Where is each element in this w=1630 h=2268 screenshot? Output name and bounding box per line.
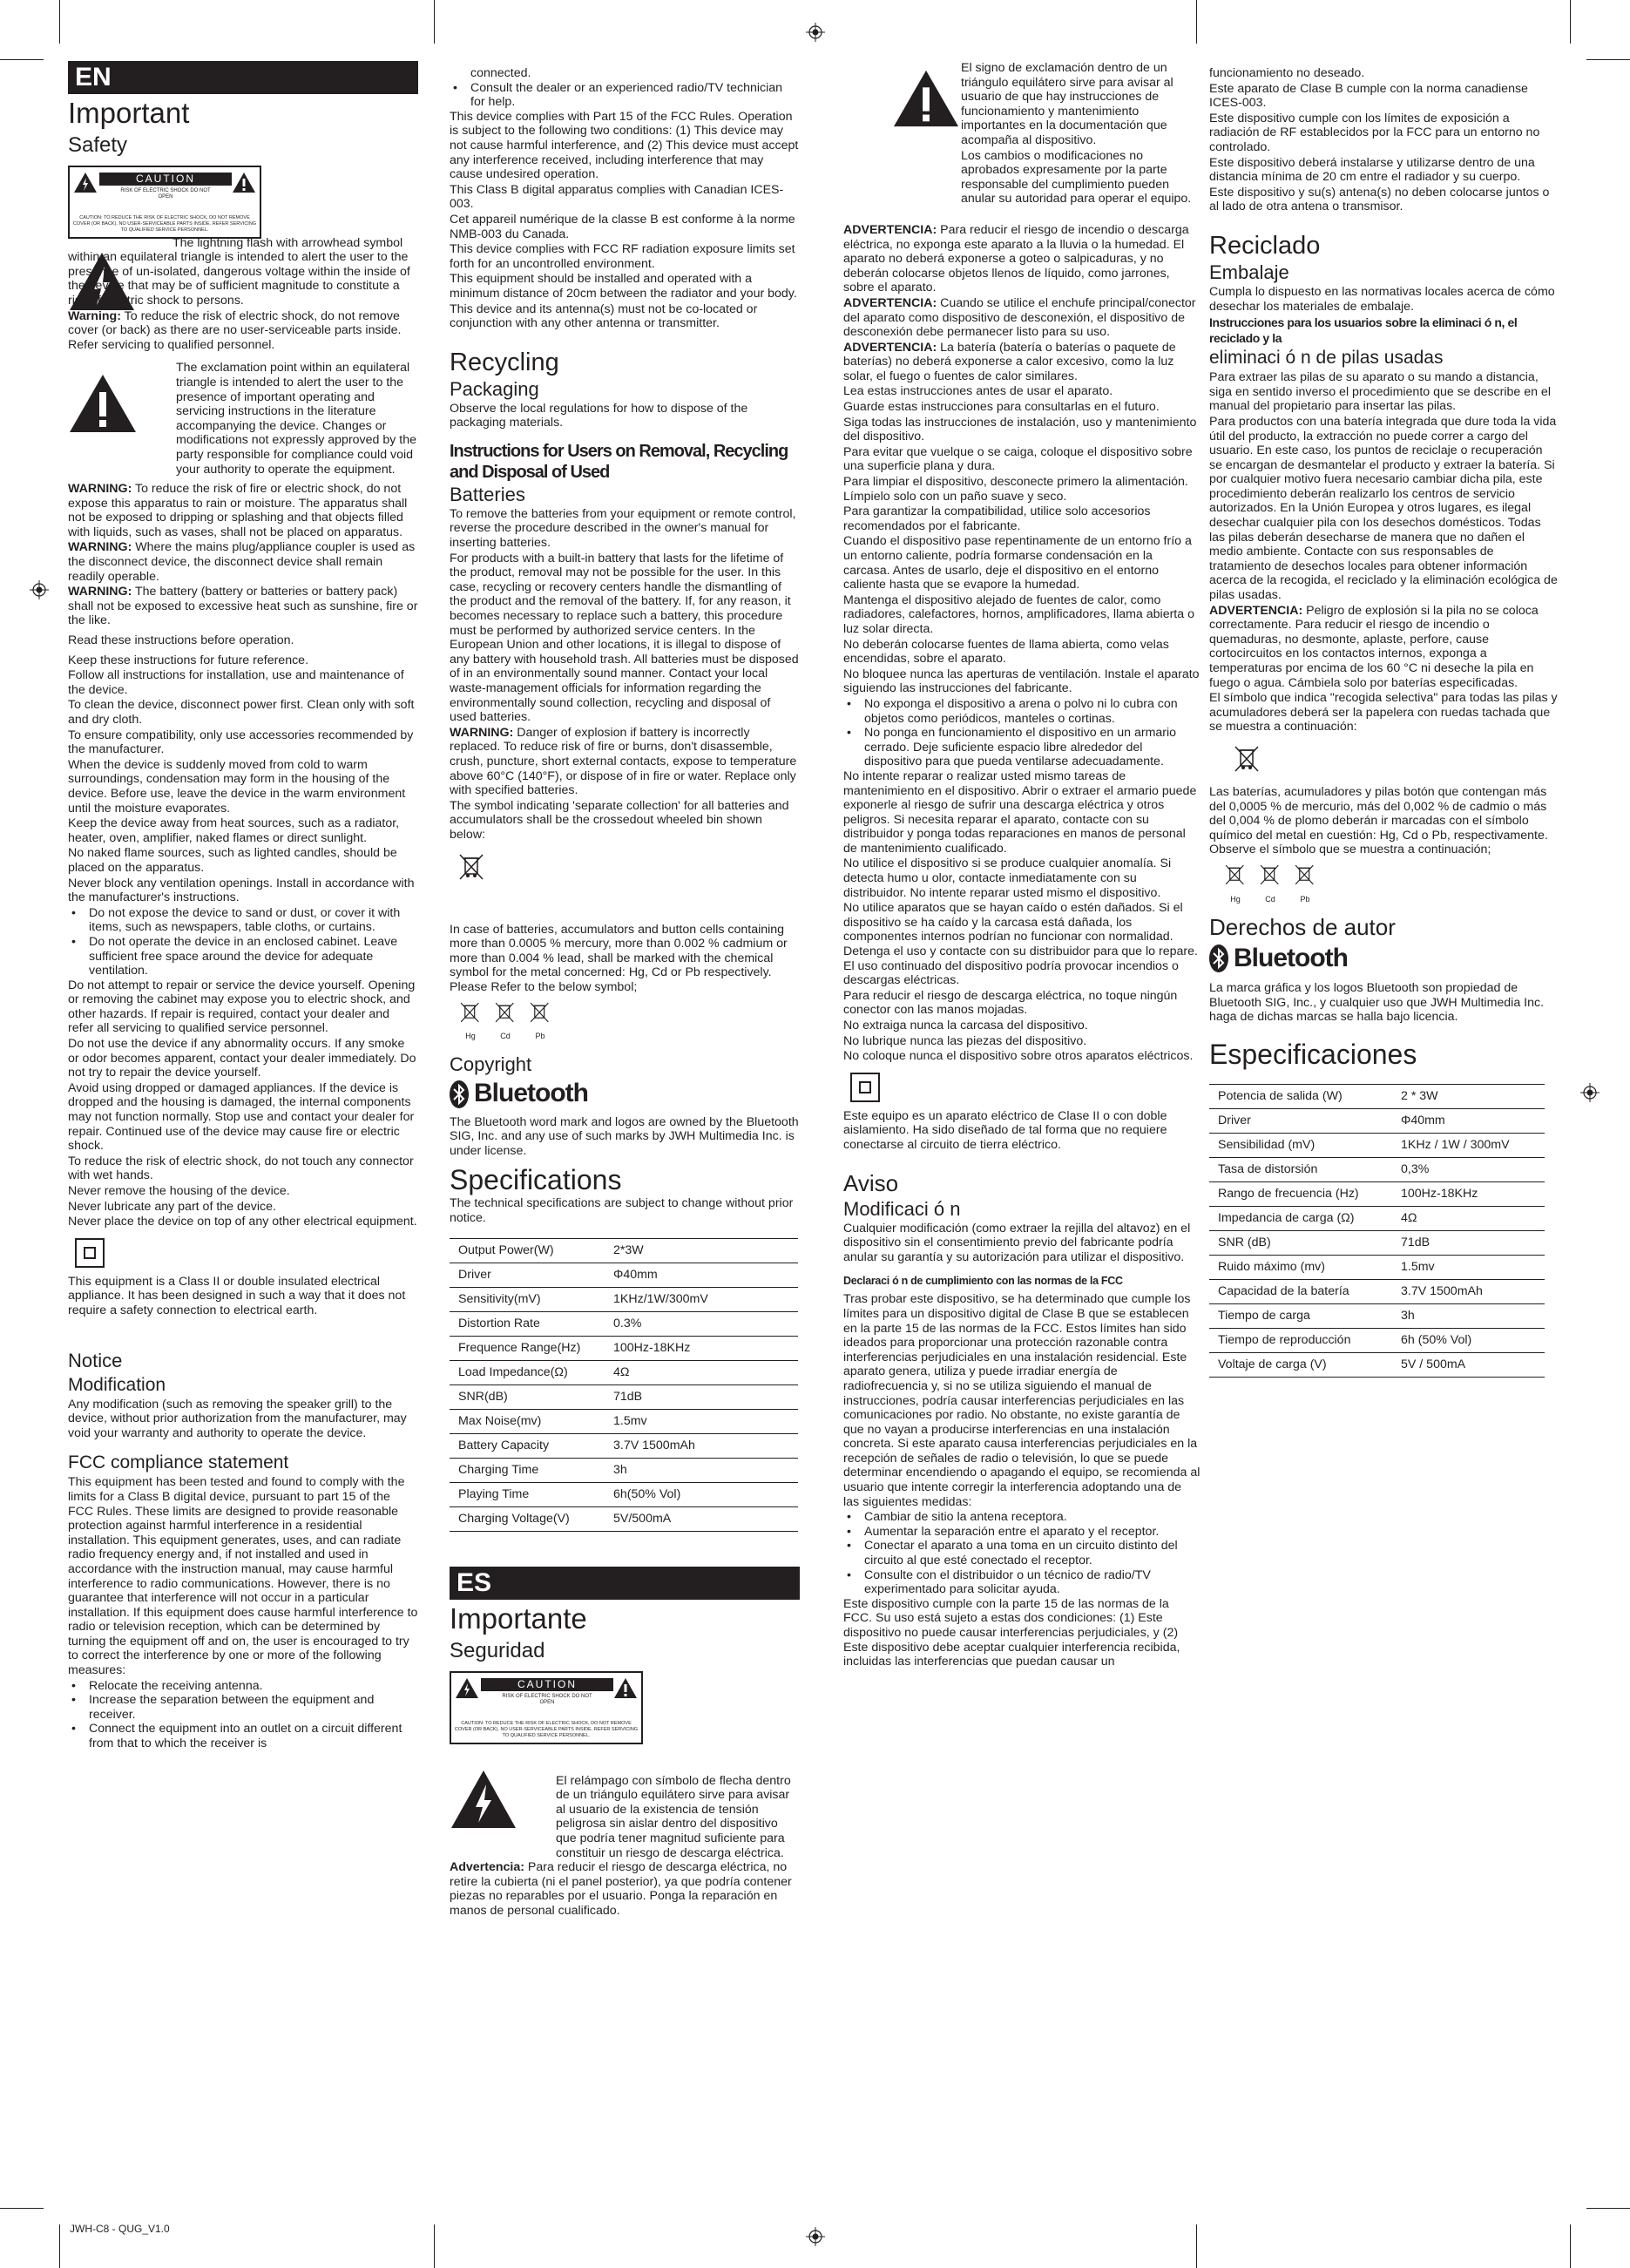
exclamation-block-es bbox=[961, 61, 1201, 207]
table-row bbox=[1209, 1157, 1545, 1181]
table-row bbox=[450, 1360, 798, 1384]
warning-label: WARNING: bbox=[68, 585, 132, 599]
bluetooth-icon bbox=[1209, 944, 1228, 972]
warning-label: WARNING: bbox=[68, 540, 132, 555]
heading-reciclado: Reciclado bbox=[1209, 231, 1321, 260]
exclamation-text: The exclamation point within an equilateral triangle is intended to alert the user to the presence of important operating and servicing instructions in the literature accompanying the device. Changes or modifications not expressly approved by the party responsible for compliance could void your authority to operate the equipment. bbox=[176, 361, 417, 477]
spec-label: Tasa de distorsión bbox=[1209, 1157, 1392, 1181]
fcc-bullet-list-cont bbox=[450, 66, 800, 110]
spec-value: 5V/500mA bbox=[605, 1506, 798, 1531]
spec-value: 3h bbox=[605, 1458, 798, 1482]
spec-label: Frequence Range(Hz) bbox=[450, 1336, 605, 1360]
rf-text: This device complies with FCC RF radiation exposure limits set forth for an uncontrolled environment. bbox=[450, 242, 795, 271]
table-row bbox=[450, 1482, 798, 1506]
caution-note: CAUTION: TO REDUCE THE RISK OF ELECTRIC SHOCK, DO NOT REMOVE COVER (OR BACK). NO USER-SERVICEABLE PARTS INSIDE. REFER SERVICING TO QUALIFIED SERVICE PERSONNEL. bbox=[72, 215, 257, 233]
crossed-bin-pb-icon bbox=[1291, 863, 1319, 887]
rf-text-es: Este dispositivo deberá instalarse y utilizarse dentro de una distancia mínima de 20 cm entre el radiador y su cuerpo. bbox=[1209, 155, 1535, 185]
paragraph: Read these instructions before operation. bbox=[68, 633, 294, 648]
paragraph: Siga todas las instrucciones de instalación, uso y mantenimiento del dispositivo. bbox=[843, 415, 1197, 444]
spec-label: Rango de frecuencia (Hz) bbox=[1209, 1181, 1392, 1206]
spec-label: Tiempo de reproducción bbox=[1209, 1328, 1392, 1352]
warning-label: WARNING: bbox=[450, 725, 514, 740]
paragraph: Never place the device on top of any other electrical equipment. bbox=[68, 1215, 417, 1229]
paragraph: No bloquee nunca las aperturas de ventilación. Instale el aparato siguiendo las instrucciones del fabricante. bbox=[843, 667, 1200, 696]
fcc-text: This equipment has been tested and found to comply with the limits for a Class B digital device, pursuant to part 15 of the FCC Rules. These limits are designed to provide reasonable protection against harmful interference in a residential installation. This equipment generates, uses, and can radiate radio frequency energy and, if not installed and used in accordance with the instruction manual, may cause harmful interference to radio communications. However, there is no guarantee that interference will not occur in a particular installation. If this equipment does cause harmful interference to radio or television reception, which can be determined by turning the equipment off and on, the user is encouraged to try to correct the interference by one or more of the following measures: bbox=[68, 1475, 418, 1678]
exclamation-text-es: El signo de exclamación dentro de un triángulo equilátero sirve para avisar al usuario de que hay instrucciones de funcionamiento y mantenimiento importantes en la documentación que acompaña al dispositivo. bbox=[961, 61, 1173, 147]
heading-derechos: Derechos de autor bbox=[1209, 914, 1396, 941]
spec-value: Φ40mm bbox=[605, 1263, 798, 1287]
bluetooth-logo bbox=[450, 1080, 800, 1108]
rf-text-es: Este dispositivo y su(s) antena(s) no deben colocarse juntos o al lado de otra antena o transmisor. bbox=[1209, 185, 1550, 214]
symbol-label: Cd bbox=[1265, 894, 1275, 904]
paragraph: No utilice el dispositivo si se produce cualquier anomalía. Si detecta humo u olor, contacte inmediatamente con su distribuidor. No intente reparar usted mismo el dispositivo. bbox=[843, 856, 1172, 900]
warning-text: La batería (batería o baterías o paquete de baterías) no deberá exponerse a calor excesivo, como la luz solar, el fuego o fuentes de calor similares. bbox=[843, 340, 1176, 383]
spec-value: 6h(50% Vol) bbox=[605, 1482, 798, 1506]
caution-label bbox=[68, 166, 261, 239]
spec-label: Sensitivity(mV) bbox=[450, 1287, 605, 1311]
spec-value: 1KHz/1W/300mV bbox=[605, 1287, 798, 1311]
exclamation-warning-icon bbox=[613, 1677, 638, 1699]
battery-symbol-text-es: El símbolo que indica "recogida selectiva" para todas las pilas y acumuladores deberá ser la papelera con ruedas tachada que se muestra a continuación: bbox=[1209, 691, 1558, 735]
column-es-1 bbox=[843, 61, 1201, 1670]
table-row bbox=[450, 1263, 798, 1287]
column-en-1 bbox=[68, 61, 418, 1751]
packaging-text: Observe the local regulations for how to dispose of the packaging materials. bbox=[450, 401, 748, 430]
caution-sub: RISK OF ELECTRIC SHOCK DO NOT OPEN bbox=[120, 188, 211, 200]
spec-value: 4Ω bbox=[1392, 1206, 1545, 1230]
paragraph: No lubrique nunca las piezas del dispositivo. bbox=[843, 1033, 1087, 1048]
paragraph: Never block any ventilation openings. Install in accordance with the manufacturer's instructions. bbox=[68, 876, 415, 905]
crop-mark bbox=[1196, 2224, 1197, 2268]
paragraph: No extraiga nunca la carcasa del dispositivo. bbox=[843, 1019, 1088, 1032]
bluetooth-icon bbox=[450, 1080, 469, 1108]
spec-value: 1.5mv bbox=[605, 1409, 798, 1433]
warning-label: ADVERTENCIA: bbox=[843, 222, 937, 237]
rf-text: This equipment should be installed and operated with a minimum distance of 20cm between the radiator and your body. bbox=[450, 272, 797, 301]
lightning-triangle-icon bbox=[450, 1769, 517, 1830]
paragraph: No utilice aparatos que se hayan caído o estén dañados. Si el dispositivo se ha caído y la carcasa está dañada, los componentes internos podrían no funcionar con normalidad. Detenga el uso y contacte con su distribuidor para que lo repare. El uso continuado del dispositivo podría provocar incendios o descargas eléctricas. bbox=[843, 901, 1198, 988]
spec-value: 5V / 500mA bbox=[1392, 1352, 1545, 1377]
table-row bbox=[1209, 1352, 1545, 1377]
spec-value: 2*3W bbox=[605, 1238, 798, 1263]
lightning-warning-icon bbox=[455, 1677, 479, 1699]
heading-modificacion: Modificaci ó n bbox=[843, 1197, 961, 1220]
rf-text: This device and its antenna(s) must not be co-located or conjunction with any other antenna or transmitter. bbox=[450, 301, 758, 331]
spec-value: 100Hz-18KHz bbox=[1392, 1181, 1545, 1206]
spec-label: SNR (dB) bbox=[1209, 1230, 1392, 1255]
paragraph: Keep these instructions for future reference. bbox=[68, 653, 309, 667]
warning-text: The battery (battery or batteries or battery pack) shall not be exposed to excessive heat such as sunshine, fire or the like. bbox=[68, 585, 418, 628]
lightning-warning-icon bbox=[73, 172, 98, 193]
fcc-text-es-2-cont: funcionamiento no deseado. bbox=[1209, 66, 1365, 80]
bluetooth-wordmark: Bluetooth bbox=[474, 1079, 588, 1108]
spec-label: Playing Time bbox=[450, 1482, 605, 1506]
battery-chem-text-es: Las baterías, acumuladores y pilas botón que contengan más del 0,0005 % de mercurio, más del 0,002 % de cadmio o más del 0,004 % de plomo deberán ir marcadas con el símbolo químico del metal en cuestión: Hg, Cd o Pb, respectivamente. Observe el símbolo que se muestra a continuación; bbox=[1209, 784, 1548, 857]
battery-text-es: Para extraer las pilas de su aparato o su mando a distancia, siga en sentido inverso el procedimiento que se describe en el manual del propietario para insertar las pilas. bbox=[1209, 370, 1551, 414]
symbol-label: Pb bbox=[535, 1032, 545, 1041]
registration-mark-icon bbox=[1580, 1083, 1600, 1102]
symbol-label: Cd bbox=[500, 1032, 511, 1041]
crop-mark bbox=[434, 0, 435, 44]
table-row bbox=[450, 1384, 798, 1409]
crop-mark bbox=[0, 59, 44, 60]
spec-value: 0,3% bbox=[1392, 1157, 1545, 1181]
spec-value: 71dB bbox=[1392, 1230, 1545, 1255]
spec-label: Ruido máximo (mv) bbox=[1209, 1255, 1392, 1279]
table-row bbox=[450, 1506, 798, 1531]
table-row bbox=[450, 1409, 798, 1433]
spec-value: 3h bbox=[1392, 1303, 1545, 1328]
lang-band-es: ES bbox=[450, 1567, 800, 1600]
modification-text-es: Cualquier modificación (como extraer la rejilla del altavoz) en el dispositivo sin el consentimiento previo del fabricante podría anular su garantía y su autorización para utilizar el dispositivo. bbox=[843, 1221, 1191, 1264]
battery-text: For products with a built-in battery that lasts for the lifetime of the product, removal may not be possible for the user. In this case, recycling or recovery centers handle the dismantling of the product and the removal of the battery. If, for any reason, it becomes necessary to replace such a battery, this procedure must be performed by authorized service centers. In the European Union and other locations, it is illegal to dispose of any battery with household trash. All batteries must be disposed of in an environmentally sound manner. Contact your local waste-management officials for information regarding the environmentally sound collection, recycling and disposal of used batteries. bbox=[450, 551, 799, 725]
bluetooth-text-es: La marca gráfica y los logos Bluetooth son propiedad de Bluetooth SIG, Inc., y cualquier uso que JWH Multimedia Inc. haga de dichas marcas se halla bajo licencia. bbox=[1209, 981, 1545, 1025]
paragraph: Lea estas instrucciones antes de usar el aparato. bbox=[843, 384, 1113, 399]
paragraph: Para limpiar el dispositivo, desconecte primero la alimentación. Límpielo solo con un paño suave y seco. bbox=[843, 475, 1188, 504]
registration-mark-icon bbox=[30, 580, 49, 599]
spec-label: Impedancia de carga (Ω) bbox=[1209, 1206, 1392, 1230]
heading-embalaje: Embalaje bbox=[1209, 261, 1289, 283]
symbol-label: Hg bbox=[1230, 894, 1241, 904]
paragraph: To ensure compatibility, only use accessories recommended by the manufacturer. bbox=[68, 728, 414, 757]
crop-mark bbox=[0, 2208, 44, 2209]
crossed-bin-hg-icon bbox=[1221, 863, 1249, 887]
table-row bbox=[1209, 1181, 1545, 1206]
battery-text: To remove the batteries from your equipment or remote control, reverse the procedure described in the owner's manual for inserting batteries. bbox=[450, 506, 796, 551]
paragraph: Never lubricate any part of the device. bbox=[68, 1199, 276, 1214]
exclamation-warning-icon bbox=[232, 172, 256, 193]
chemical-symbols bbox=[457, 1000, 800, 1044]
warning-text: Para reducir el riesgo de descarga eléctrica, no retire la cubierta (ni el panel posterior), ya que podría contener piezas no reparables por el usuario. Ponga la reparación en manos de personal cualificado. bbox=[450, 1860, 792, 1918]
warning-label: ADVERTENCIA: bbox=[843, 340, 937, 355]
lightning-notice-es bbox=[450, 1753, 800, 1861]
heading-seguridad: Seguridad bbox=[450, 1638, 545, 1662]
warning-label: ADVERTENCIA: bbox=[1209, 603, 1303, 618]
crop-mark bbox=[1570, 0, 1571, 44]
exclamation-notice-es bbox=[843, 61, 1201, 207]
list-item: • Consult the dealer or an experienced radio/TV technician for help. bbox=[450, 81, 800, 110]
crossed-bin-cd-icon bbox=[491, 1000, 519, 1025]
heading-importante: Importante bbox=[450, 1601, 587, 1635]
heading-recycling: Recycling bbox=[450, 348, 559, 376]
crossed-bin-cd-icon bbox=[1256, 863, 1284, 887]
spec-label: Sensibilidad (mV) bbox=[1209, 1133, 1392, 1157]
warning-text: Danger of explosion if battery is incorrectly replaced. To reduce risk of fire or burns, don't disassemble, crush, puncture, short external contacts, expose to temperature above 60°C (140°F), or dispose of in fire or water. Replace only with specified batteries. bbox=[450, 725, 797, 798]
battery-text-es: Para productos con una batería integrada que dure toda la vida útil del producto, la extracción no puede correr a cargo del usuario. En este caso, los puntos de reciclaje o recuperación se encargan de desmantelar el producto y extraer la batería. Si por cualquier motivo fuera necesario cambiar dicha pila, este procedimiento deberán realizarlo los centros de servicio autorizados. En la Unión Europea y otros lugares, es ilegal desechar cualquier pila con los desechos domésticos. Todas las pilas deberán desecharse de manera que no dañen el medio ambiente. Contacte con sus responsables de tratamiento de desechos locales para obtener información acerca de la recogida, el reciclado y la eliminación ecológica de pilas usadas. bbox=[1209, 414, 1558, 603]
spec-label: Driver bbox=[1209, 1108, 1392, 1133]
fcc-text-2: This device complies with Part 15 of the FCC Rules. Operation is subject to the following two conditions: (1) This device may not cause harmful interference, and (2) This device must accept any interference received, including interference that may cause undesired operation. bbox=[450, 109, 799, 182]
heading-specifications: Specifications bbox=[450, 1164, 622, 1196]
spec-value: 4Ω bbox=[605, 1360, 798, 1384]
heading-eliminacion: eliminaci ó n de pilas usadas bbox=[1209, 348, 1444, 369]
crop-mark bbox=[1586, 59, 1630, 60]
table-row bbox=[450, 1458, 798, 1482]
modification-text: Any modification (such as removing the speaker grill) to the device, without prior authorization from the manufacturer, may void your warranty and authority to operate the device. bbox=[68, 1397, 407, 1440]
table-row bbox=[1209, 1303, 1545, 1328]
table-row bbox=[1209, 1255, 1545, 1279]
crop-mark bbox=[1586, 2208, 1630, 2209]
paragraph: Avoid using dropped or damaged appliances. If the device is dropped and the housing is damaged, the internal components may not function normally. Stop use and contact your dealer for repair. Continued use of the device may cause fire or electric shock. bbox=[68, 1080, 415, 1154]
table-row bbox=[450, 1336, 798, 1360]
heading-important: Important bbox=[68, 97, 190, 129]
table-row bbox=[1209, 1279, 1545, 1303]
list-item: • Relocate the receiving antenna. bbox=[68, 1679, 418, 1694]
ices-text-fr: Cet appareil numérique de la classe B est conforme à la norme NMB-003 du Canada. bbox=[450, 212, 795, 241]
bluetooth-logo bbox=[1209, 944, 1558, 972]
crop-mark bbox=[1196, 0, 1197, 44]
spec-label: Potencia de salida (W) bbox=[1209, 1084, 1392, 1108]
ices-text: This Class B digital apparatus complies with Canadian ICES-003. bbox=[450, 182, 784, 212]
class-ii-text-es: Este equipo es un aparato eléctrico de Clase II o con doble aislamiento. Ha sido diseñado de tal forma que no requiere conectarse al circuito de tierra eléctrico. bbox=[843, 1108, 1167, 1152]
specs-table-es bbox=[1209, 1084, 1545, 1378]
crossed-bin-icon bbox=[455, 851, 490, 883]
heading-fcc: FCC compliance statement bbox=[68, 1452, 289, 1473]
crop-mark bbox=[1570, 2224, 1571, 2268]
spec-label: Capacidad de la batería bbox=[1209, 1279, 1392, 1303]
caution-title: CAUTION bbox=[99, 173, 232, 186]
table-row bbox=[1209, 1108, 1545, 1133]
paragraph: To clean the device, disconnect power first. Clean only with soft and dry cloth. bbox=[68, 698, 415, 727]
fcc-text-es-2: Este dispositivo cumple con la parte 15 de las normas de la FCC. Su uso está sujeto a estas dos condiciones: (1) Este dispositivo no puede causar interferencias perjudiciales, y (2) Este dispositivo debe aceptar cualquier interferencia recibida, incluidas las interferencias que puedan causar un bbox=[843, 1596, 1180, 1669]
list-item: • Connect the equipment into an outlet on a circuit different from that to which the receiver is bbox=[68, 1722, 418, 1750]
fcc-bullet-list-es bbox=[843, 1510, 1201, 1597]
paragraph: To reduce the risk of electric shock, do not touch any connector with wet hands. bbox=[68, 1154, 414, 1183]
paragraph: No intente reparar o realizar usted mismo tareas de mantenimiento en el dispositivo. Abrir o extraer el armario puede exponerle al riesgo de sufrir una descarga eléctrica y otros peligros. Si necesita reparar el aparato, contacte con su distribuidor y ponga todas reparaciones en manos de personal de mantenimiento cualificado. bbox=[843, 768, 1197, 856]
spec-value: 6h (50% Vol) bbox=[1392, 1328, 1545, 1352]
chemical-symbols bbox=[1221, 863, 1558, 906]
warning-text: Cuando se utilice el enchufe principal/conector del aparato como dispositivo de desconexión, el dispositivo de desconexión debe permanecer listo para su uso. bbox=[843, 295, 1196, 340]
paragraph: No deberán colocarse fuentes de llama abierta, como velas encendidas, sobre el aparato. bbox=[843, 637, 1169, 667]
list-item: • Aumentar la separación entre el aparato y el receptor. bbox=[843, 1525, 1201, 1540]
spec-value: 3.7V 1500mAh bbox=[605, 1433, 798, 1458]
list-item: • Cambiar de sitio la antena receptora. bbox=[843, 1510, 1201, 1525]
exclamation-triangle-icon bbox=[892, 68, 960, 129]
paragraph: Guarde estas instrucciones para consultarlas en el futuro. bbox=[843, 400, 1160, 415]
list-item: connected. bbox=[470, 66, 531, 80]
spec-value: 2 * 3W bbox=[1392, 1084, 1545, 1108]
heading-packaging: Packaging bbox=[450, 377, 539, 400]
warning-label: Warning: bbox=[68, 308, 121, 323]
fcc-bullet-list bbox=[68, 1679, 418, 1751]
battery-chem-text: In case of batteries, accumulators and button cells containing more than 0.0005 % mercury, more than 0.002 % cadmium or more than 0.004 % lead, shall be marked with the chemical symbol for the metal concerned: Hg, Cd or Pb respectively. Please Refer to the below symbol; bbox=[450, 922, 788, 994]
list-item: • Do not expose the device to sand or dust, or cover it with items, such as newspapers, table cloths, or curtains. bbox=[68, 906, 418, 935]
crossed-bin-icon bbox=[1230, 743, 1265, 775]
spec-value: 0.3% bbox=[605, 1311, 798, 1336]
embalaje-text: Cumpla lo dispuesto en las normativas locales acerca de cómo desechar los materiales de embalaje. bbox=[1209, 284, 1555, 314]
spec-label: Tiempo de carga bbox=[1209, 1303, 1392, 1328]
list-item: • Do not operate the device in an enclosed cabinet. Leave sufficient free space around the device for adequate ventilation. bbox=[68, 935, 418, 978]
fcc-text-es: Tras probar este dispositivo, se ha determinado que cumple los límites para un dispositivo digital de Clase B que se establecen en la parte 15 de las normas de la FCC. Estos límites han sido ideados para proporcionar una protección razonable contra interferencias perjudiciales en una instalación residencial. Este aparato genera, utiliza y puede irradiar energía de radiofrecuencia y, si no se utiliza siguiendo el manual de instrucciones, podría causar interferencias perjudiciales en las comunicaciones por radio. No obstante, no existe garantía de que no vayan a producirse interferencias en una instalación concreta. Si este aparato causa interferencias perjudiciales en la recepción de señales de radio o televisión, lo que se puede determinar encendiendo o apagando el equipo, se recomienda al usuario que intente corregir la interferencia adoptando una de las siguientes medidas: bbox=[843, 1292, 1201, 1509]
caution-label-es bbox=[450, 1671, 643, 1744]
heading-safety: Safety bbox=[68, 133, 128, 157]
table-row bbox=[1209, 1133, 1545, 1157]
rf-text-es: Este dispositivo cumple con los límites de exposición a radiación de RF establecidos por la FCC para un entorno no controlado. bbox=[1209, 111, 1540, 154]
table-row bbox=[1209, 1206, 1545, 1230]
column-en-2 bbox=[450, 66, 800, 1919]
list-item: • Consulte con el distribuidor o un técnico de radio/TV experimentado para solicitar ayuda. bbox=[843, 1568, 1201, 1597]
paragraph: Do not use the device if any abnormality occurs. If any smoke or odor becomes apparent, contact your dealer immediately. Do not try to repair the device yourself. bbox=[68, 1037, 416, 1080]
warning-label: WARNING: bbox=[68, 482, 132, 497]
warning-text: Where the mains plug/appliance coupler is used as the disconnect device, the disconnect device shall remain readily operable. bbox=[68, 540, 416, 584]
table-row bbox=[450, 1433, 798, 1458]
registration-mark-icon bbox=[806, 2227, 825, 2246]
caution-sub: RISK OF ELECTRIC SHOCK DO NOT OPEN bbox=[502, 1693, 592, 1705]
spec-value: 1KHz / 1W / 300mV bbox=[1392, 1133, 1545, 1157]
battery-symbol-text: The symbol indicating 'separate collection' for all batteries and accumulators shall be the crossedout wheeled bin shown below: bbox=[450, 798, 789, 842]
heading-notice: Notice bbox=[68, 1349, 123, 1371]
exclamation-notice bbox=[68, 361, 418, 477]
crop-mark bbox=[59, 2224, 60, 2268]
warning-text: Para reducir el riesgo de incendio o descarga eléctrica, no exponga este aparato a la lluvia o la humedad. El aparato no deberá exponerse a goteo o salpicaduras, y no deberán colocarse objetos llenos de líquido, como jarrones, sobre el aparato. bbox=[843, 222, 1189, 295]
bluetooth-wordmark: Bluetooth bbox=[1234, 943, 1348, 972]
crossed-bin-pb-icon bbox=[526, 1000, 554, 1025]
spec-label: Distortion Rate bbox=[450, 1311, 605, 1336]
warning-text: To reduce the risk of electric shock, do not remove cover (or back) as there are no user-serviceable parts inside. Refer servicing to qualified personnel. bbox=[68, 308, 402, 352]
bullet-list bbox=[843, 697, 1201, 769]
class-ii-icon bbox=[850, 1073, 880, 1102]
heading-modification: Modification bbox=[68, 1374, 166, 1395]
exclamation-triangle-icon bbox=[68, 373, 138, 434]
spec-label: Charging Voltage(V) bbox=[450, 1506, 605, 1531]
paragraph: Para evitar que vuelque o se caiga, coloque el dispositivo sobre una superficie plana y dura. bbox=[843, 444, 1193, 474]
list-item: • Conectar el aparato a una toma en un circuito distinto del circuito al que esté conectado el receptor. bbox=[843, 1539, 1201, 1567]
heading-copyright: Copyright bbox=[450, 1053, 532, 1075]
registration-mark-icon bbox=[806, 23, 825, 42]
table-row bbox=[1209, 1230, 1545, 1255]
spec-label: Driver bbox=[450, 1263, 605, 1287]
heading-instructions: Instructions for Users on Removal, Recycling and Disposal of Used bbox=[450, 441, 788, 482]
spec-label: Max Noise(mv) bbox=[450, 1409, 605, 1433]
lightning-text-es: El relámpago con símbolo de flecha dentro de un triángulo equilátero sirve para avisar al usuario de la existencia de tensión peligrosa sin aislar dentro del dispositivo que podría tener magnitud suficiente para constituir un riesgo de descarga eléctrica. bbox=[556, 1773, 791, 1860]
caution-note: CAUTION: TO REDUCE THE RISK OF ELECTRIC SHOCK, DO NOT REMOVE COVER (OR BACK). NO USER-SERVICEABLE PARTS INSIDE. REFER SERVICING TO QUALIFIED SERVICE PERSONNEL. bbox=[454, 1720, 639, 1738]
table-row bbox=[450, 1287, 798, 1311]
paragraph: Cuando el dispositivo pase repentinamente de un entorno frío a un entorno caliente, podría formarse condensación en la carcasa. Antes de usarlo, deje el dispositivo en el entorno caliente hasta que se evapore la humedad. bbox=[843, 534, 1192, 592]
heading-especificaciones: Especificaciones bbox=[1209, 1038, 1417, 1070]
warning-text: Peligro de explosión si la pila no se coloca correctamente. Para reducir el riesgo de incendio o quemaduras, no desmonte, aplaste, perfore, cause cortocircuitos en los contactos internos, exponga a temperaturas por encima de los 60 °C ni deseche la pila en fuego o agua. Cámbiela solo por baterías especificadas. bbox=[1209, 603, 1539, 690]
crop-mark bbox=[59, 0, 60, 44]
lang-band-en: EN bbox=[68, 61, 418, 94]
table-row bbox=[1209, 1084, 1545, 1108]
crossed-bin-hg-icon bbox=[457, 1000, 484, 1025]
bullet-list bbox=[68, 906, 418, 978]
paragraph: Follow all instructions for installation, use and maintenance of the device. bbox=[68, 668, 404, 697]
paragraph: No naked flame sources, such as lighted candles, should be placed on the apparatus. bbox=[68, 846, 397, 875]
symbol-label: Pb bbox=[1300, 894, 1310, 904]
spec-label: SNR(dB) bbox=[450, 1384, 605, 1409]
paragraph: Never remove the housing of the device. bbox=[68, 1184, 290, 1198]
spec-value: 100Hz-18KHz bbox=[605, 1336, 798, 1360]
heading-fcc-es: Declaraci ó n de cumplimiento con las normas de la FCC bbox=[843, 1275, 1123, 1288]
list-item: • No ponga en funcionamiento el dispositivo en un armario cerrado. Deje suficiente espacio libre alrededor del dispositivo para que pueda ventilarse adecuadamente. bbox=[843, 726, 1201, 769]
bluetooth-text: The Bluetooth word mark and logos are owned by the Bluetooth SIG, Inc. and any use of such marks by JWH Multimedia Inc. is under license. bbox=[450, 1114, 799, 1158]
lightning-text: The lightning flash with arrowhead symbol within an equilateral triangle is intended to alert the user to the presence of un-isolated, dangerous voltage within the inside of the device that may be of sufficient magnitude to constitute a risk of electric shock to persons. bbox=[68, 235, 410, 308]
list-item: • No exponga el dispositivo a arena o polvo ni lo cubra con objetos como periódicos, manteles o cortinas. bbox=[843, 697, 1201, 726]
paragraph: Do not attempt to repair or service the device yourself. Opening or removing the cabinet may expose you to electric shock, and other hazards. If repair is required, contact your dealer and refer all servicing to qualified service personnel. bbox=[68, 978, 416, 1036]
heading-batteries: Batteries bbox=[450, 483, 525, 505]
paragraph: Para reducir el riesgo de descarga eléctrica, no toque ningún conector con las manos mojadas. bbox=[843, 988, 1178, 1018]
paragraph: Keep the device away from heat sources, such as a radiator, heater, oven, amplifier, naked flames or direct sunlight. bbox=[68, 816, 400, 845]
specs-table-en bbox=[450, 1238, 798, 1532]
warning-text: To reduce the risk of fire or electric shock, do not expose this apparatus to rain or moisture. The apparatus shall not be exposed to dripping or splashing and that objects filled with liquids, such as vases, shall not be placed on apparatus. bbox=[68, 482, 408, 539]
symbol-label: Hg bbox=[465, 1032, 476, 1041]
table-row bbox=[1209, 1328, 1545, 1352]
column-es-2 bbox=[1209, 66, 1558, 1378]
spec-value: 1.5mv bbox=[1392, 1255, 1545, 1279]
spec-label: Load Impedance(Ω) bbox=[450, 1360, 605, 1384]
table-row bbox=[450, 1311, 798, 1336]
warning-label: ADVERTENCIA: bbox=[843, 295, 937, 310]
spec-value: Φ40mm bbox=[1392, 1108, 1545, 1133]
exclamation-text-es-2: Los cambios o modificaciones no aprobados expresamente por la parte responsable del cumplimiento pueden anular su autoridad para operar el equipo. bbox=[961, 148, 1192, 206]
paragraph: When the device is suddenly moved from cold to warm surroundings, condensation may form in the housing of the device. Before use, leave the device in the warm environment until the moisture evaporates. bbox=[68, 757, 406, 816]
paragraph: Mantenga el dispositivo alejado de fuentes de calor, como radiadores, calefactores, hornos, amplificadores, llama abierta o luz solar directa. bbox=[843, 592, 1194, 636]
table-row bbox=[450, 1238, 798, 1263]
class-ii-icon bbox=[75, 1238, 105, 1268]
spec-label: Voltaje de carga (V) bbox=[1209, 1352, 1392, 1377]
spec-label: Battery Capacity bbox=[450, 1433, 605, 1458]
spec-value: 71dB bbox=[605, 1384, 798, 1409]
specs-note: The technical specifications are subject to change without prior notice. bbox=[450, 1196, 794, 1226]
warning-label: Advertencia: bbox=[450, 1860, 524, 1875]
caution-title: CAUTION bbox=[481, 1678, 613, 1691]
spec-label: Charging Time bbox=[450, 1458, 605, 1482]
paragraph: Para garantizar la compatibilidad, utilice solo accesorios recomendados por el fabricante. bbox=[843, 504, 1151, 533]
class-ii-text: This equipment is a Class II or double insulated electrical appliance. It has been designed in such a way that it does not require a safety connection to electrical earth. bbox=[68, 1274, 406, 1317]
footer-code: JWH-C8 - QUG_V1.0 bbox=[70, 2223, 170, 2235]
heading-aviso: Aviso bbox=[843, 1169, 899, 1196]
ices-text-es: Este aparato de Clase B cumple con la norma canadiense ICES-003. bbox=[1209, 81, 1528, 111]
paragraph: No coloque nunca el dispositivo sobre otros aparatos eléctricos. bbox=[843, 1049, 1194, 1064]
crop-mark bbox=[434, 2224, 435, 2268]
list-item: • Increase the separation between the equipment and receiver. bbox=[68, 1693, 418, 1722]
spec-label: Output Power(W) bbox=[450, 1238, 605, 1263]
spec-value: 3.7V 1500mAh bbox=[1392, 1279, 1545, 1303]
heading-instrucciones: Instrucciones para los usuarios sobre la eliminaci ó n, el reciclado y la bbox=[1209, 315, 1518, 346]
